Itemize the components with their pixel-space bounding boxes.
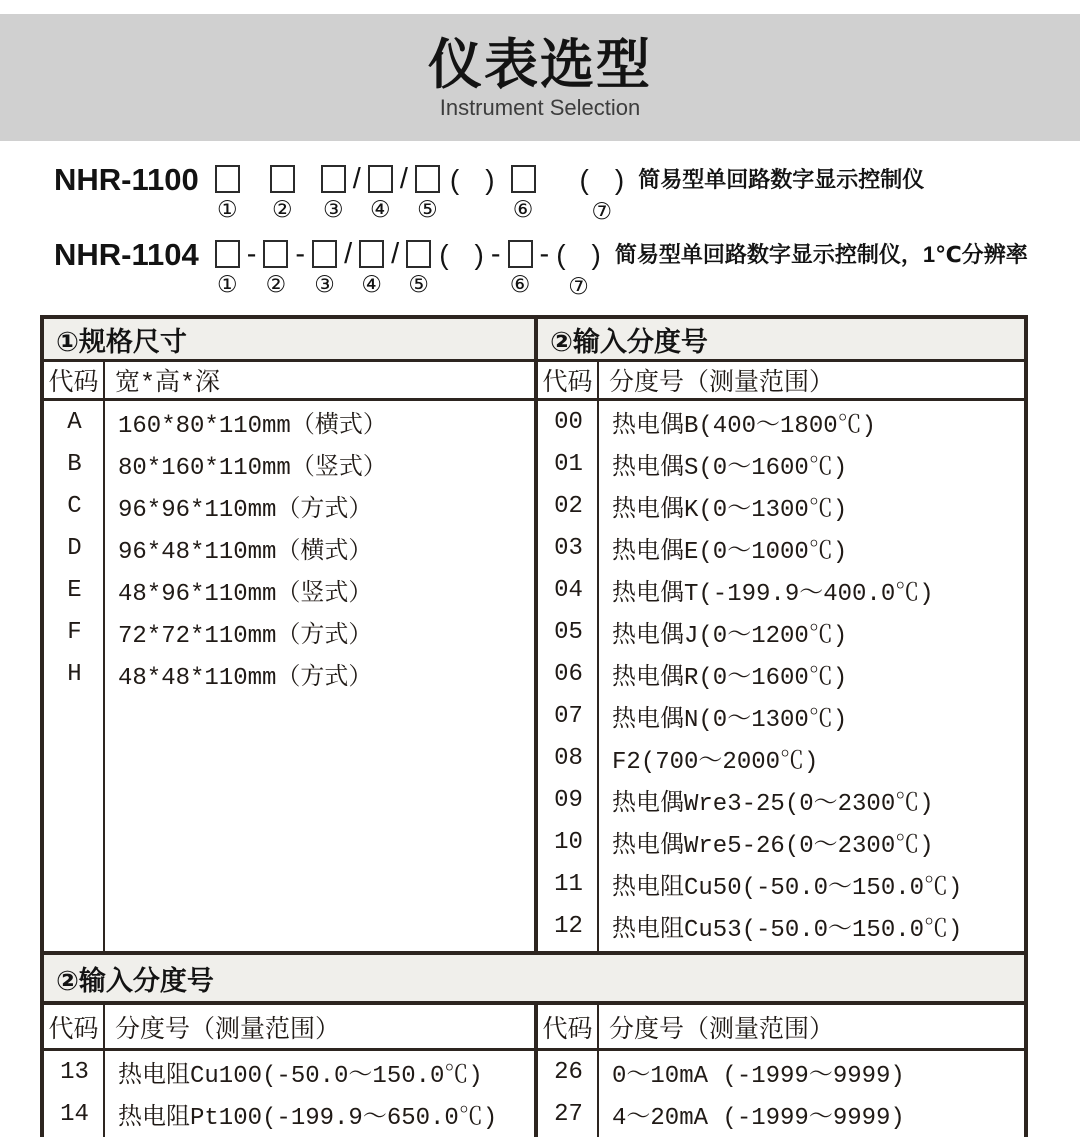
column-header-code: 代码 [538, 362, 599, 398]
cell-value: 热电偶Wre5-26(0～2300℃) [612, 833, 934, 860]
cell-code: 13 [60, 1058, 89, 1086]
cell-value: 热电偶R(0～1600℃) [612, 665, 848, 692]
table-row [44, 611, 534, 653]
table-column-headers [538, 1005, 1024, 1051]
close-paren: ) [474, 239, 484, 270]
cell-value: 热电阻Cu50(-50.0～150.0℃) [612, 875, 963, 902]
table-half-size-spec [44, 319, 534, 951]
model-separator: - [295, 238, 306, 270]
column-header-desc: 分度号（测量范围） [609, 1015, 835, 1045]
circled-number: ⑤ [408, 272, 430, 298]
model-number-label: NHR-1100 [54, 162, 199, 197]
model-code-slot [263, 240, 288, 297]
cell-value: 热电偶B(400～1800℃) [612, 413, 877, 440]
column-header-code: 代码 [44, 1005, 105, 1048]
input-graduation-table [40, 1001, 1028, 1137]
cell-value: 96*96*110mm（方式） [118, 497, 373, 524]
table-column-headers [44, 1005, 534, 1051]
model-parens-slot [580, 165, 625, 224]
code-box [215, 165, 240, 193]
code-box [215, 240, 240, 268]
cell-value: 热电阻Cu100(-50.0～150.0℃) [118, 1063, 483, 1090]
cell-code: 14 [60, 1100, 89, 1128]
cell-value: 热电偶T(-199.9～400.0℃) [612, 581, 934, 608]
cell-code: E [67, 576, 82, 604]
circled-number: ④ [370, 197, 391, 223]
cell-code: 11 [554, 870, 583, 898]
table-row [44, 527, 534, 569]
open-paren: ( [449, 164, 460, 195]
table-row [538, 779, 1024, 821]
table-row [44, 443, 534, 485]
table-row [538, 443, 1024, 485]
model-separator: - [246, 238, 257, 270]
model-parens-slot [556, 240, 601, 299]
circled-number: ⑦ [591, 199, 613, 225]
model-line [54, 237, 1080, 300]
section-band-input-graduation: ②输入分度号 [40, 951, 1028, 1005]
code-box [359, 240, 384, 268]
page-title: 仪表选型 [428, 34, 652, 95]
column-header-code: 代码 [538, 1005, 599, 1048]
model-ordering-section [54, 162, 1080, 300]
spacer [440, 165, 450, 166]
code-box [508, 240, 533, 268]
cell-value: 热电阻Cu53(-50.0～150.0℃) [612, 917, 963, 944]
code-box [312, 240, 337, 268]
code-box [415, 165, 440, 193]
spacer [240, 165, 270, 166]
parentheses-group [556, 240, 601, 270]
cell-code: 05 [554, 618, 583, 646]
cell-value: 热电偶K(0～1300℃) [612, 497, 848, 524]
table-row [44, 1093, 534, 1135]
model-code-slot [270, 165, 295, 222]
cell-value: 48*96*110mm（竖式） [118, 581, 373, 608]
open-paren: ( [579, 164, 589, 195]
table-band-header: ①规格尺寸 [44, 319, 534, 362]
spacer [431, 240, 439, 241]
circled-number: ⑥ [512, 197, 534, 223]
model-separator: / [399, 163, 408, 195]
parentheses-group [450, 165, 495, 195]
cell-code: 04 [554, 576, 583, 604]
model-code-slot [511, 165, 536, 222]
spacer [295, 165, 321, 166]
cell-code: H [67, 660, 82, 688]
column-header-desc: 宽*高*深 [115, 369, 221, 398]
close-paren: ) [614, 164, 625, 195]
code-box [406, 240, 431, 268]
table-row [538, 863, 1024, 905]
cell-code: 10 [554, 828, 583, 856]
table-half-left [44, 1005, 534, 1137]
table-body [538, 1051, 1024, 1137]
model-code-slot [321, 165, 346, 222]
code-box [321, 165, 346, 193]
cell-code: 07 [554, 702, 583, 730]
circled-number: ③ [322, 197, 344, 223]
table-row [538, 527, 1024, 569]
table-row [538, 821, 1024, 863]
table-row [538, 653, 1024, 695]
code-box [270, 165, 295, 193]
table-column-headers [44, 362, 534, 401]
circled-number: ① [216, 272, 238, 298]
model-description: 简易型单回路数字显示控制仪 [638, 167, 925, 192]
circled-number: ① [216, 197, 238, 223]
cell-value: F2(700～2000℃) [612, 749, 819, 776]
cell-code: 12 [554, 912, 583, 940]
table-row [44, 569, 534, 611]
table-row [44, 485, 534, 527]
table-row [538, 737, 1024, 779]
model-code-slot [215, 165, 240, 222]
cell-value: 160*80*110mm（横式） [118, 413, 387, 440]
table-row [44, 1051, 534, 1093]
code-box [511, 165, 536, 193]
cell-code: 03 [554, 534, 583, 562]
model-separator: / [391, 238, 400, 270]
table-column-headers [538, 362, 1024, 401]
cell-code: B [67, 450, 82, 478]
close-paren: ) [485, 164, 495, 195]
table-row [538, 401, 1024, 443]
model-separator: - [539, 238, 550, 270]
cell-value: 热电偶J(0～1200℃) [612, 623, 848, 650]
table-body [44, 401, 534, 951]
cell-code: 01 [554, 450, 583, 478]
cell-value: 80*160*110mm（竖式） [118, 455, 387, 482]
table-row [538, 611, 1024, 653]
cell-value: 4～20mA (-1999～9999) [612, 1105, 905, 1132]
cell-code: 06 [554, 660, 583, 688]
model-separator: / [352, 163, 361, 195]
table-band-header: ②输入分度号 [538, 319, 1024, 362]
cell-code: D [67, 534, 82, 562]
circled-number: ⑤ [417, 197, 438, 223]
cell-code: 09 [554, 786, 583, 814]
model-number-label: NHR-1104 [54, 237, 199, 272]
model-code-slot [359, 240, 384, 297]
cell-code: 26 [554, 1058, 583, 1086]
table-row [44, 401, 534, 443]
column-header-desc: 分度号（测量范围） [609, 369, 835, 398]
code-box [263, 240, 288, 268]
cell-code: 27 [554, 1100, 583, 1128]
circled-number: ⑦ [568, 274, 589, 300]
model-line [54, 162, 1080, 225]
table-half-right [534, 1005, 1024, 1137]
circled-number: ② [271, 197, 293, 223]
table-row [538, 1051, 1024, 1093]
code-box [368, 165, 393, 193]
model-separator: / [344, 238, 353, 270]
open-paren: ( [439, 239, 449, 270]
model-description: 简易型单回路数字显示控制仪，1℃分辨率 [614, 242, 1028, 267]
model-code-slot [312, 240, 337, 297]
model-code-slot [415, 165, 440, 222]
parentheses-group [439, 240, 484, 270]
model-parens-slot [439, 240, 484, 299]
spec-table [40, 315, 1028, 955]
column-header-code: 代码 [44, 362, 105, 398]
table-row [538, 1093, 1024, 1135]
model-code-slot [215, 240, 240, 297]
table-row [44, 653, 534, 695]
model-code-slot [368, 165, 393, 222]
cell-code: 02 [554, 492, 583, 520]
cell-value: 72*72*110mm（方式） [118, 623, 373, 650]
cell-value: 0～10mA (-1999～9999) [612, 1063, 905, 1090]
cell-value: 96*48*110mm（横式） [118, 539, 373, 566]
circled-number: ⑥ [509, 272, 531, 298]
page-subtitle: Instrument Selection [439, 94, 641, 120]
title-band [0, 14, 1080, 141]
column-header-desc: 分度号（测量范围） [115, 1015, 341, 1045]
model-separator: - [490, 238, 501, 270]
cell-value: 热电偶Wre3-25(0～2300℃) [612, 791, 934, 818]
circled-number: ④ [361, 272, 382, 298]
spacer [495, 165, 511, 166]
cell-value: 热电阻Pt100(-199.9～650.0℃) [118, 1105, 498, 1132]
cell-value: 热电偶S(0～1600℃) [612, 455, 848, 482]
cell-code: F [67, 618, 82, 646]
cell-code: C [67, 492, 82, 520]
parentheses-group [580, 165, 625, 195]
cell-code: 08 [554, 744, 583, 772]
table-row [538, 695, 1024, 737]
circled-number: ② [265, 272, 287, 298]
table-body [538, 401, 1024, 951]
cell-value: 热电偶N(0～1300℃) [612, 707, 848, 734]
model-code-slot [508, 240, 533, 297]
open-paren: ( [556, 239, 566, 270]
model-parens-slot [450, 165, 495, 224]
table-row [538, 485, 1024, 527]
table-row [538, 905, 1024, 947]
close-paren: ) [591, 239, 601, 270]
cell-code: 00 [554, 408, 583, 436]
cell-code: A [67, 408, 82, 436]
spacer [536, 165, 580, 166]
cell-value: 48*48*110mm（方式） [118, 665, 373, 692]
table-row [538, 569, 1024, 611]
table-body [44, 1051, 534, 1137]
model-code-slot [406, 240, 431, 297]
circled-number: ③ [314, 272, 335, 298]
cell-value: 热电偶E(0～1000℃) [612, 539, 848, 566]
table-half-input-graduation [534, 319, 1024, 951]
